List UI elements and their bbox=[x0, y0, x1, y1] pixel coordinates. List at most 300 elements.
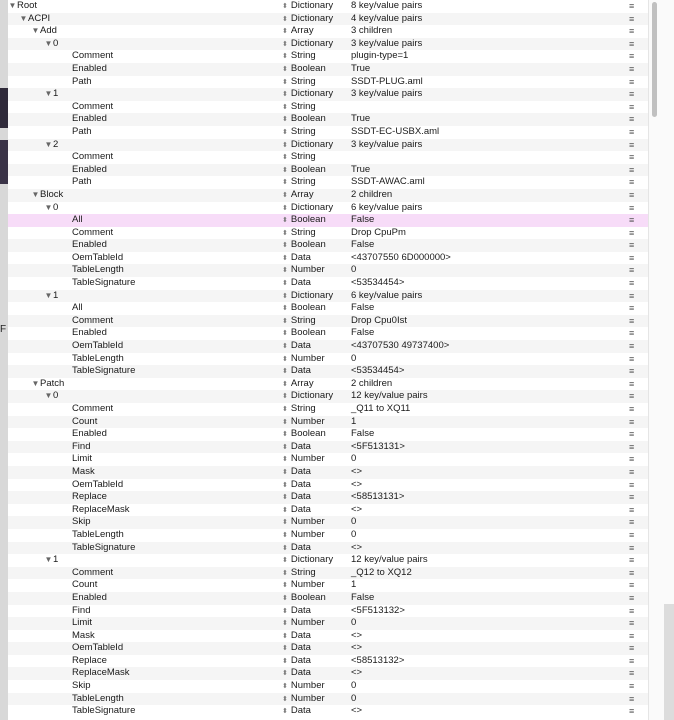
table-row[interactable] bbox=[8, 479, 648, 492]
up-down-stepper-icon[interactable]: ⬍ bbox=[282, 519, 288, 527]
type-selector[interactable] bbox=[282, 340, 311, 354]
type-selector[interactable] bbox=[282, 13, 333, 27]
row-key[interactable] bbox=[63, 453, 92, 466]
row-value[interactable]: <5F513132> bbox=[351, 604, 405, 616]
up-down-stepper-icon[interactable]: ⬍ bbox=[282, 695, 288, 703]
table-row[interactable] bbox=[8, 605, 648, 618]
row-value[interactable]: 3 key/value pairs bbox=[351, 37, 423, 49]
table-row[interactable] bbox=[8, 202, 648, 215]
row-key[interactable] bbox=[63, 617, 92, 630]
row-key[interactable] bbox=[19, 13, 50, 26]
row-key[interactable] bbox=[63, 605, 90, 618]
type-selector[interactable] bbox=[282, 542, 311, 556]
up-down-stepper-icon[interactable]: ⬍ bbox=[282, 443, 288, 451]
row-menu-icon[interactable]: ≡ bbox=[629, 441, 634, 452]
type-selector[interactable] bbox=[282, 567, 316, 581]
row-key[interactable] bbox=[63, 592, 107, 605]
row-menu-icon[interactable]: ≡ bbox=[629, 189, 634, 200]
row-key[interactable] bbox=[63, 327, 107, 340]
table-row[interactable] bbox=[8, 680, 648, 693]
type-selector[interactable] bbox=[282, 189, 314, 203]
up-down-stepper-icon[interactable]: ⬍ bbox=[282, 506, 288, 514]
row-value[interactable]: 0 bbox=[351, 516, 357, 528]
up-down-stepper-icon[interactable]: ⬍ bbox=[282, 418, 288, 426]
up-down-stepper-icon[interactable]: ⬍ bbox=[282, 204, 288, 212]
row-value[interactable]: False bbox=[351, 214, 375, 226]
type-selector[interactable] bbox=[282, 378, 314, 392]
row-key[interactable] bbox=[44, 139, 58, 152]
row-menu-icon[interactable]: ≡ bbox=[629, 378, 634, 389]
row-key[interactable] bbox=[63, 113, 107, 126]
up-down-stepper-icon[interactable]: ⬍ bbox=[282, 103, 288, 111]
table-row[interactable] bbox=[8, 542, 648, 555]
table-row[interactable] bbox=[8, 264, 648, 277]
up-down-stepper-icon[interactable]: ⬍ bbox=[282, 557, 288, 565]
row-key[interactable] bbox=[63, 516, 90, 529]
row-menu-icon[interactable]: ≡ bbox=[629, 164, 634, 175]
row-key[interactable] bbox=[44, 38, 58, 51]
table-row[interactable] bbox=[8, 327, 648, 340]
up-down-stepper-icon[interactable]: ⬍ bbox=[282, 191, 288, 199]
row-value[interactable]: <> bbox=[351, 667, 363, 679]
up-down-stepper-icon[interactable]: ⬍ bbox=[282, 632, 288, 640]
table-row[interactable] bbox=[8, 151, 648, 164]
type-selector[interactable] bbox=[282, 25, 314, 39]
row-menu-icon[interactable]: ≡ bbox=[629, 504, 634, 515]
row-value[interactable]: <43707530 49737400> bbox=[351, 340, 450, 352]
type-selector[interactable] bbox=[282, 302, 326, 316]
type-selector[interactable] bbox=[282, 416, 325, 430]
type-selector[interactable] bbox=[282, 529, 325, 543]
row-value[interactable]: 8 key/value pairs bbox=[351, 0, 423, 11]
table-row[interactable] bbox=[8, 25, 648, 38]
up-down-stepper-icon[interactable]: ⬍ bbox=[282, 468, 288, 476]
table-row[interactable] bbox=[8, 592, 648, 605]
table-row[interactable] bbox=[8, 617, 648, 630]
row-value[interactable]: 3 children bbox=[351, 25, 393, 37]
table-row[interactable] bbox=[8, 63, 648, 76]
row-menu-icon[interactable]: ≡ bbox=[629, 693, 634, 704]
table-row[interactable] bbox=[8, 466, 648, 479]
disclosure-triangle-icon[interactable]: ▼ bbox=[44, 555, 53, 565]
row-menu-icon[interactable]: ≡ bbox=[629, 177, 634, 188]
type-selector[interactable] bbox=[282, 88, 333, 102]
row-value[interactable]: 3 key/value pairs bbox=[351, 138, 423, 150]
table-row[interactable] bbox=[8, 416, 648, 429]
type-selector[interactable] bbox=[282, 655, 311, 669]
up-down-stepper-icon[interactable]: ⬍ bbox=[282, 128, 288, 136]
table-row[interactable] bbox=[8, 227, 648, 240]
row-menu-icon[interactable]: ≡ bbox=[629, 517, 634, 528]
disclosure-triangle-icon[interactable]: ▼ bbox=[31, 378, 40, 388]
type-selector[interactable] bbox=[282, 290, 333, 304]
row-value[interactable]: _Q11 to XQ11 bbox=[351, 403, 411, 414]
row-key[interactable] bbox=[63, 567, 113, 580]
row-value[interactable]: 6 key/value pairs bbox=[351, 289, 423, 301]
table-row[interactable] bbox=[8, 554, 648, 567]
up-down-stepper-icon[interactable]: ⬍ bbox=[282, 494, 288, 502]
row-menu-icon[interactable]: ≡ bbox=[629, 479, 634, 490]
row-menu-icon[interactable]: ≡ bbox=[629, 1, 634, 11]
up-down-stepper-icon[interactable]: ⬍ bbox=[282, 607, 288, 615]
row-key[interactable] bbox=[63, 655, 107, 668]
secondary-scrollbar[interactable] bbox=[664, 604, 674, 720]
row-key[interactable] bbox=[63, 428, 107, 441]
table-row[interactable] bbox=[8, 403, 648, 416]
row-key[interactable] bbox=[31, 189, 63, 202]
table-row[interactable] bbox=[8, 630, 648, 643]
row-value[interactable]: 0 bbox=[351, 352, 357, 364]
row-key[interactable] bbox=[63, 529, 124, 542]
row-value[interactable]: 1 bbox=[351, 415, 357, 427]
disclosure-triangle-icon[interactable]: ▼ bbox=[19, 13, 28, 23]
type-selector[interactable] bbox=[282, 554, 333, 568]
row-value[interactable]: 12 key/value pairs bbox=[351, 554, 428, 566]
type-selector[interactable] bbox=[282, 592, 326, 606]
row-key[interactable] bbox=[63, 315, 113, 328]
row-menu-icon[interactable]: ≡ bbox=[629, 139, 634, 150]
type-selector[interactable] bbox=[282, 428, 326, 442]
up-down-stepper-icon[interactable]: ⬍ bbox=[282, 670, 288, 678]
up-down-stepper-icon[interactable]: ⬍ bbox=[282, 657, 288, 665]
row-menu-icon[interactable]: ≡ bbox=[629, 152, 634, 163]
type-selector[interactable] bbox=[282, 76, 316, 90]
type-selector[interactable] bbox=[282, 113, 326, 127]
disclosure-triangle-icon[interactable]: ▼ bbox=[31, 189, 40, 199]
row-value[interactable]: SSDT-PLUG.aml bbox=[351, 75, 423, 87]
up-down-stepper-icon[interactable]: ⬍ bbox=[282, 78, 288, 86]
table-row[interactable] bbox=[8, 441, 648, 454]
row-value[interactable]: 6 key/value pairs bbox=[351, 201, 423, 213]
row-value[interactable]: 0 bbox=[351, 453, 357, 465]
row-menu-icon[interactable]: ≡ bbox=[629, 215, 634, 226]
row-menu-icon[interactable]: ≡ bbox=[629, 668, 634, 679]
type-selector[interactable] bbox=[282, 38, 333, 52]
up-down-stepper-icon[interactable]: ⬍ bbox=[282, 179, 288, 187]
row-value[interactable]: 3 key/value pairs bbox=[351, 88, 423, 100]
row-value[interactable]: <> bbox=[351, 541, 363, 553]
row-menu-icon[interactable]: ≡ bbox=[629, 681, 634, 692]
up-down-stepper-icon[interactable]: ⬍ bbox=[282, 481, 288, 489]
row-key[interactable] bbox=[63, 479, 123, 492]
table-row[interactable] bbox=[8, 113, 648, 126]
up-down-stepper-icon[interactable]: ⬍ bbox=[282, 217, 288, 225]
type-selector[interactable] bbox=[282, 693, 325, 707]
up-down-stepper-icon[interactable]: ⬍ bbox=[282, 280, 288, 288]
type-selector[interactable] bbox=[282, 466, 311, 480]
type-selector[interactable] bbox=[282, 315, 316, 329]
table-row[interactable] bbox=[8, 365, 648, 378]
table-row[interactable] bbox=[8, 176, 648, 189]
table-row[interactable] bbox=[8, 491, 648, 504]
type-selector[interactable] bbox=[282, 151, 316, 165]
up-down-stepper-icon[interactable]: ⬍ bbox=[282, 582, 288, 590]
row-key[interactable] bbox=[63, 542, 135, 555]
row-value[interactable]: False bbox=[351, 302, 375, 314]
row-value[interactable]: 0 bbox=[351, 692, 357, 704]
row-menu-icon[interactable]: ≡ bbox=[629, 542, 634, 553]
row-menu-icon[interactable]: ≡ bbox=[629, 38, 634, 49]
row-menu-icon[interactable]: ≡ bbox=[629, 26, 634, 37]
row-value[interactable]: <58513132> bbox=[351, 654, 405, 666]
up-down-stepper-icon[interactable]: ⬍ bbox=[282, 254, 288, 262]
row-menu-icon[interactable]: ≡ bbox=[629, 76, 634, 87]
table-row[interactable] bbox=[8, 88, 648, 101]
row-menu-icon[interactable]: ≡ bbox=[629, 618, 634, 629]
table-row[interactable] bbox=[8, 353, 648, 366]
type-selector[interactable] bbox=[282, 630, 311, 644]
table-row[interactable] bbox=[8, 164, 648, 177]
row-menu-icon[interactable]: ≡ bbox=[629, 240, 634, 251]
row-menu-icon[interactable]: ≡ bbox=[629, 529, 634, 540]
row-key[interactable] bbox=[63, 667, 130, 680]
row-key[interactable] bbox=[63, 76, 92, 89]
row-menu-icon[interactable]: ≡ bbox=[629, 567, 634, 578]
disclosure-triangle-icon[interactable]: ▼ bbox=[44, 139, 53, 149]
up-down-stepper-icon[interactable]: ⬍ bbox=[282, 40, 288, 48]
row-value[interactable]: Drop CpuPm bbox=[351, 226, 406, 238]
row-key[interactable] bbox=[63, 227, 113, 240]
table-row[interactable] bbox=[8, 50, 648, 63]
up-down-stepper-icon[interactable]: ⬍ bbox=[282, 531, 288, 539]
type-selector[interactable] bbox=[282, 605, 311, 619]
type-selector[interactable] bbox=[282, 504, 311, 518]
type-selector[interactable] bbox=[282, 617, 325, 631]
up-down-stepper-icon[interactable]: ⬍ bbox=[282, 380, 288, 388]
type-selector[interactable] bbox=[282, 126, 316, 140]
row-menu-icon[interactable]: ≡ bbox=[629, 51, 634, 62]
type-selector[interactable] bbox=[282, 441, 311, 455]
type-selector[interactable] bbox=[282, 403, 316, 417]
row-key[interactable] bbox=[44, 202, 58, 215]
type-selector[interactable] bbox=[282, 327, 326, 341]
row-menu-icon[interactable]: ≡ bbox=[629, 202, 634, 213]
row-key[interactable] bbox=[63, 705, 135, 718]
row-menu-icon[interactable]: ≡ bbox=[629, 454, 634, 465]
table-row[interactable] bbox=[8, 38, 648, 51]
row-key[interactable] bbox=[63, 403, 113, 416]
up-down-stepper-icon[interactable]: ⬍ bbox=[282, 166, 288, 174]
type-selector[interactable] bbox=[282, 516, 325, 530]
up-down-stepper-icon[interactable]: ⬍ bbox=[282, 330, 288, 338]
row-menu-icon[interactable]: ≡ bbox=[629, 278, 634, 289]
up-down-stepper-icon[interactable]: ⬍ bbox=[282, 229, 288, 237]
row-value[interactable]: <58513131> bbox=[351, 491, 405, 503]
up-down-stepper-icon[interactable]: ⬍ bbox=[282, 645, 288, 653]
type-selector[interactable] bbox=[282, 642, 311, 656]
row-key[interactable] bbox=[44, 390, 58, 403]
table-row[interactable] bbox=[8, 579, 648, 592]
row-value[interactable]: <> bbox=[351, 629, 363, 641]
row-value[interactable]: False bbox=[351, 428, 375, 440]
table-row[interactable] bbox=[8, 705, 648, 718]
row-key[interactable] bbox=[63, 101, 113, 114]
up-down-stepper-icon[interactable]: ⬍ bbox=[282, 91, 288, 99]
table-row[interactable] bbox=[8, 529, 648, 542]
type-selector[interactable] bbox=[282, 50, 316, 64]
type-selector[interactable] bbox=[282, 579, 325, 593]
row-key[interactable] bbox=[63, 466, 95, 479]
up-down-stepper-icon[interactable]: ⬍ bbox=[282, 343, 288, 351]
row-key[interactable] bbox=[63, 441, 90, 454]
row-key[interactable] bbox=[63, 365, 135, 378]
up-down-stepper-icon[interactable]: ⬍ bbox=[282, 65, 288, 73]
row-menu-icon[interactable]: ≡ bbox=[629, 706, 634, 717]
row-value[interactable]: 0 bbox=[351, 528, 357, 540]
row-value[interactable]: 12 key/value pairs bbox=[351, 390, 428, 402]
row-key[interactable] bbox=[63, 680, 90, 693]
type-selector[interactable] bbox=[282, 164, 326, 178]
row-value[interactable]: <> bbox=[351, 705, 363, 717]
table-row[interactable] bbox=[8, 13, 648, 26]
table-row[interactable] bbox=[8, 428, 648, 441]
type-selector[interactable] bbox=[282, 479, 311, 493]
disclosure-triangle-icon[interactable]: ▼ bbox=[44, 38, 53, 48]
row-menu-icon[interactable]: ≡ bbox=[629, 126, 634, 137]
row-key[interactable] bbox=[63, 353, 124, 366]
row-menu-icon[interactable]: ≡ bbox=[629, 366, 634, 377]
row-menu-icon[interactable]: ≡ bbox=[629, 114, 634, 125]
type-selector[interactable] bbox=[282, 63, 326, 77]
row-key[interactable] bbox=[63, 126, 92, 139]
row-key[interactable] bbox=[63, 277, 135, 290]
plist-outline-table[interactable] bbox=[8, 0, 648, 720]
row-menu-icon[interactable]: ≡ bbox=[629, 605, 634, 616]
row-key[interactable] bbox=[44, 88, 58, 101]
up-down-stepper-icon[interactable]: ⬍ bbox=[282, 3, 288, 10]
type-selector[interactable] bbox=[282, 365, 311, 379]
row-key[interactable] bbox=[63, 416, 97, 429]
up-down-stepper-icon[interactable]: ⬍ bbox=[282, 15, 288, 23]
table-row[interactable] bbox=[8, 101, 648, 114]
row-menu-icon[interactable]: ≡ bbox=[629, 290, 634, 301]
up-down-stepper-icon[interactable]: ⬍ bbox=[282, 708, 288, 716]
table-row[interactable] bbox=[8, 504, 648, 517]
scrollbar-thumb[interactable] bbox=[652, 2, 657, 117]
row-menu-icon[interactable]: ≡ bbox=[629, 353, 634, 364]
row-value[interactable]: <> bbox=[351, 503, 363, 515]
type-selector[interactable] bbox=[282, 453, 325, 467]
row-menu-icon[interactable]: ≡ bbox=[629, 416, 634, 427]
table-row[interactable] bbox=[8, 214, 648, 227]
table-row[interactable] bbox=[8, 189, 648, 202]
row-value[interactable]: 2 children bbox=[351, 188, 393, 200]
up-down-stepper-icon[interactable]: ⬍ bbox=[282, 305, 288, 313]
type-selector[interactable] bbox=[282, 101, 316, 115]
row-value[interactable]: <> bbox=[351, 478, 363, 490]
row-value[interactable]: SSDT-AWAC.aml bbox=[351, 176, 425, 188]
type-selector[interactable] bbox=[282, 139, 333, 153]
row-key[interactable] bbox=[63, 164, 107, 177]
row-menu-icon[interactable]: ≡ bbox=[629, 630, 634, 641]
row-key[interactable] bbox=[63, 491, 107, 504]
up-down-stepper-icon[interactable]: ⬍ bbox=[282, 154, 288, 162]
row-value[interactable]: <53534454> bbox=[351, 365, 405, 377]
up-down-stepper-icon[interactable]: ⬍ bbox=[282, 569, 288, 577]
disclosure-triangle-icon[interactable]: ▼ bbox=[8, 1, 17, 10]
disclosure-triangle-icon[interactable]: ▼ bbox=[31, 26, 40, 36]
table-row[interactable] bbox=[8, 516, 648, 529]
up-down-stepper-icon[interactable]: ⬍ bbox=[282, 28, 288, 36]
up-down-stepper-icon[interactable]: ⬍ bbox=[282, 393, 288, 401]
row-menu-icon[interactable]: ≡ bbox=[629, 492, 634, 503]
row-value[interactable]: True bbox=[351, 163, 371, 175]
row-key[interactable] bbox=[63, 630, 95, 643]
row-menu-icon[interactable]: ≡ bbox=[629, 404, 634, 414]
row-value[interactable]: 4 key/value pairs bbox=[351, 12, 423, 24]
table-row[interactable] bbox=[8, 667, 648, 680]
table-row[interactable] bbox=[8, 340, 648, 353]
row-value[interactable]: <> bbox=[351, 465, 363, 477]
row-value[interactable]: False bbox=[351, 327, 375, 339]
table-row[interactable] bbox=[8, 390, 648, 403]
row-key[interactable] bbox=[44, 290, 58, 303]
up-down-stepper-icon[interactable]: ⬍ bbox=[282, 355, 288, 363]
row-key[interactable] bbox=[44, 554, 58, 567]
row-value[interactable]: False bbox=[351, 239, 375, 251]
row-menu-icon[interactable]: ≡ bbox=[629, 89, 634, 100]
table-row[interactable] bbox=[8, 655, 648, 668]
row-menu-icon[interactable]: ≡ bbox=[629, 252, 634, 263]
type-selector[interactable] bbox=[282, 390, 333, 404]
up-down-stepper-icon[interactable]: ⬍ bbox=[282, 116, 288, 124]
up-down-stepper-icon[interactable]: ⬍ bbox=[282, 683, 288, 691]
row-menu-icon[interactable]: ≡ bbox=[629, 429, 634, 440]
type-selector[interactable] bbox=[282, 0, 333, 14]
row-value[interactable]: Drop Cpu0Ist bbox=[351, 314, 407, 326]
row-menu-icon[interactable]: ≡ bbox=[629, 643, 634, 654]
type-selector[interactable] bbox=[282, 264, 325, 278]
disclosure-triangle-icon[interactable]: ▼ bbox=[44, 202, 53, 212]
type-selector[interactable] bbox=[282, 705, 311, 719]
up-down-stepper-icon[interactable]: ⬍ bbox=[282, 544, 288, 552]
table-row[interactable] bbox=[8, 302, 648, 315]
row-value[interactable]: SSDT-EC-USBX.aml bbox=[351, 125, 440, 137]
table-row[interactable] bbox=[8, 277, 648, 290]
table-row[interactable] bbox=[8, 378, 648, 391]
row-value[interactable]: 1 bbox=[351, 579, 357, 591]
row-value[interactable]: 0 bbox=[351, 264, 357, 276]
row-key[interactable] bbox=[63, 579, 97, 592]
up-down-stepper-icon[interactable]: ⬍ bbox=[282, 317, 288, 325]
up-down-stepper-icon[interactable]: ⬍ bbox=[282, 406, 288, 413]
row-menu-icon[interactable]: ≡ bbox=[629, 328, 634, 339]
row-value[interactable]: 0 bbox=[351, 680, 357, 692]
row-key[interactable] bbox=[63, 176, 92, 189]
row-key[interactable] bbox=[63, 693, 124, 706]
up-down-stepper-icon[interactable]: ⬍ bbox=[282, 594, 288, 602]
row-value[interactable]: True bbox=[351, 113, 371, 125]
type-selector[interactable] bbox=[282, 227, 316, 241]
up-down-stepper-icon[interactable]: ⬍ bbox=[282, 620, 288, 628]
up-down-stepper-icon[interactable]: ⬍ bbox=[282, 431, 288, 439]
row-menu-icon[interactable]: ≡ bbox=[629, 655, 634, 666]
row-value[interactable]: <53534454> bbox=[351, 277, 405, 289]
row-value[interactable]: <43707550 6D000000> bbox=[351, 251, 451, 263]
type-selector[interactable] bbox=[282, 176, 316, 190]
row-menu-icon[interactable]: ≡ bbox=[629, 555, 634, 566]
table-row[interactable] bbox=[8, 290, 648, 303]
table-row[interactable] bbox=[8, 567, 648, 580]
row-key[interactable] bbox=[63, 151, 113, 164]
row-key[interactable] bbox=[63, 63, 107, 76]
row-value[interactable]: False bbox=[351, 591, 375, 603]
table-row[interactable] bbox=[8, 139, 648, 152]
row-key[interactable] bbox=[63, 264, 124, 277]
row-key[interactable] bbox=[63, 214, 83, 227]
type-selector[interactable] bbox=[282, 680, 325, 694]
up-down-stepper-icon[interactable]: ⬍ bbox=[282, 267, 288, 275]
